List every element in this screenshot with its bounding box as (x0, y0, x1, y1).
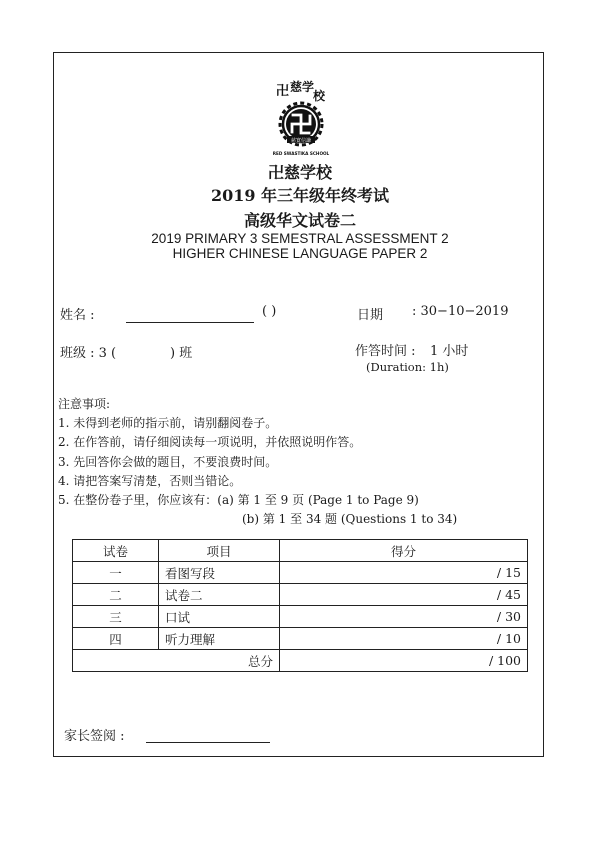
school-logo (268, 78, 334, 158)
time-label: 作答时间 : (355, 344, 416, 359)
item-cell: 听力理解 (159, 628, 280, 650)
english-title-2: HIGHER CHINESE LANGUAGE PAPER 2 (172, 246, 428, 261)
score-table (72, 539, 528, 672)
name-field[interactable] (126, 304, 254, 319)
date-label: 日期 (357, 308, 384, 323)
svg-text:校: 校 (313, 89, 326, 103)
table-total-row (73, 650, 528, 672)
score-cell[interactable]: / 45 (280, 584, 528, 606)
class-suffix: ) 班 (170, 346, 193, 361)
score-cell[interactable]: / 10 (280, 628, 528, 650)
duration-text: (Duration: 1h) (366, 360, 449, 374)
svg-text:慈学: 慈学 (290, 80, 315, 94)
header-item: 项目 (159, 540, 280, 562)
time-value: 1 小时 (430, 344, 469, 359)
paper-cell: 三 (73, 606, 159, 628)
table-header-row (73, 540, 528, 562)
paper-cell: 一 (73, 562, 159, 584)
paper-title: 高级华文试卷二 (243, 211, 356, 230)
score-cell[interactable]: / 15 (280, 562, 528, 584)
date-value: : 30−10−2019 (412, 304, 509, 319)
notes-heading: 注意事项: (58, 397, 111, 411)
name-label: 姓名 : (60, 308, 95, 323)
name-index-paren: ( ) (262, 304, 277, 319)
table-row (73, 562, 528, 584)
table-row (73, 606, 528, 628)
note-item: 4. 请把答案写清楚，否则当错论。 (58, 474, 242, 488)
header-paper: 试卷 (73, 540, 159, 562)
table-row (73, 584, 528, 606)
header-score: 得分 (280, 540, 528, 562)
item-cell: 试卷二 (159, 584, 280, 606)
svg-text:RED SWASTIKA SCHOOL: RED SWASTIKA SCHOOL (272, 151, 330, 156)
svg-text:慈寛信謙: 慈寛信謙 (290, 138, 312, 144)
total-label: 总分 (73, 650, 280, 672)
parent-signature-label: 家长签阅 : (64, 729, 125, 744)
class-label: 班级 : 3 ( (60, 346, 117, 361)
table-row (73, 628, 528, 650)
school-name: 卍慈学校 (267, 163, 332, 182)
exam-title: 2019 年三年级年终考试 (210, 186, 390, 205)
note-item: 3. 先回答你会做的题目，不要浪费时间。 (58, 455, 278, 469)
english-title-1: 2019 PRIMARY 3 SEMESTRAL ASSESSMENT 2 (151, 231, 449, 246)
total-score-cell[interactable]: / 100 (280, 650, 528, 672)
item-cell: 看图写段 (159, 562, 280, 584)
note-item-5b: (b) 第 1 至 34 题 (Questions 1 to 34) (242, 512, 458, 526)
paper-cell: 四 (73, 628, 159, 650)
note-item: 1. 未得到老师的指示前，请别翻阅卷子。 (58, 416, 278, 430)
parent-signature-field[interactable] (146, 724, 270, 739)
note-item: 5. 在整份卷子里，你应该有：(a) 第 1 至 9 页 (Page 1 to Page 9) (58, 493, 419, 507)
note-item: 2. 在作答前，请仔细阅读每一项说明，并依照说明作答。 (58, 435, 362, 449)
svg-text:卍: 卍 (276, 84, 290, 99)
paper-cell: 二 (73, 584, 159, 606)
item-cell: 口试 (159, 606, 280, 628)
score-cell[interactable]: / 30 (280, 606, 528, 628)
